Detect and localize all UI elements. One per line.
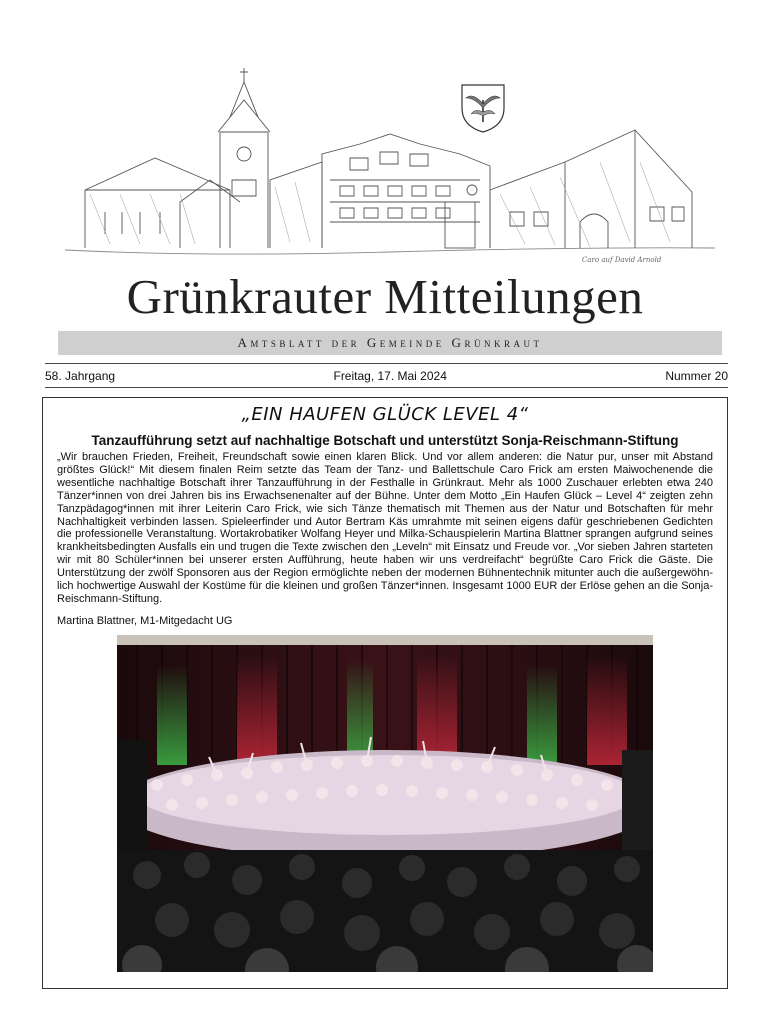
publication-subtitle: Amtsblatt der Gemeinde Grünkraut — [237, 335, 543, 350]
issue-date: Freitag, 17. Mai 2024 — [333, 369, 447, 383]
masthead-illustration — [60, 62, 720, 277]
article-subheadline: Tanzaufführung setzt auf nachhaltige Botschaft und unterstützt Sonja-Reischmann-Stiftung — [91, 433, 679, 448]
artist-signature: Caro auf David Arnold — [582, 256, 662, 264]
coat-of-arms-icon — [459, 82, 507, 134]
subtitle-bar — [58, 331, 722, 355]
article-author: Martina Blattner, M1-Mitgedacht UG — [57, 615, 233, 627]
divider — [45, 363, 728, 364]
issue-volume: 58. Jahrgang — [45, 369, 116, 383]
article-headline: „EIN HAUFEN GLÜCK LEVEL 4“ — [241, 404, 529, 425]
divider — [45, 387, 728, 388]
publication-title: Grünkrauter Mitteilungen — [126, 269, 644, 324]
dance-performance-photo — [117, 635, 653, 972]
issue-info — [45, 369, 728, 383]
article-body: „Wir brauchen Frieden, Freiheit, Freundschaft sowie einen klaren Blick. Und vor allem anderen: die Natur pur, unser mit Abstand größtes Glück!“ Mit diesem finalen Reim setzte das Team der Tanz- und Ballettschule Caro Frick am ersten Maiwochenende die wesentliche nachhaltige Botschaft ihrer Tanzaufführung in der Festhalle in Grünkraut. Mehr als 1000 Zuschauer erlebten etwa 240 Tänzer*innen von drei Jahren bis ins Erwachsenenalter auf der Bühne. Unter dem Motto „Ein Haufen Glück – Level 4“ zeigten zehn Tanzpädagog*innen mit ihrer Leiterin Caro Frick, wie sich Tänze thematisch mit Themen aus der Natur und Botschaften für mehr Nachhaltigkeit verbinden lassen. Spieleerfinder und Autor Bertram Käs umrahmte mit seinen eigens dafür geschriebenen Gedichten die professionelle Veranstaltung. Wortakrobatiker Wolfang Heyer und Milka-Schauspielerin Martina Blattner sprangen aufgrund seines krankheitsbedingten Ausfalls ein und trugen die Texte zwischen den „Leveln“ mit Einsatz und Freude vor. „Vor sieben Jahren starteten wir mit 80 Schüler*innen bei unserer ersten Aufführung, heute haben wir uns verdreifacht“ begrüßte Caro Frick die Gäste. Die Unterstützung der zwölf Sponsoren aus der Region ermöglichte neben der modernen Bühnentechnik mitunter auch die außergewöhnlich hochwertige Auswahl der Kostüme für die kleinen und großen Tänzer*innen. Insgesamt 1000 EUR der Erlöse gehen an die Sonja-Reischmann-Stiftung. — [57, 451, 713, 605]
issue-number: Nummer 20 — [665, 369, 728, 383]
